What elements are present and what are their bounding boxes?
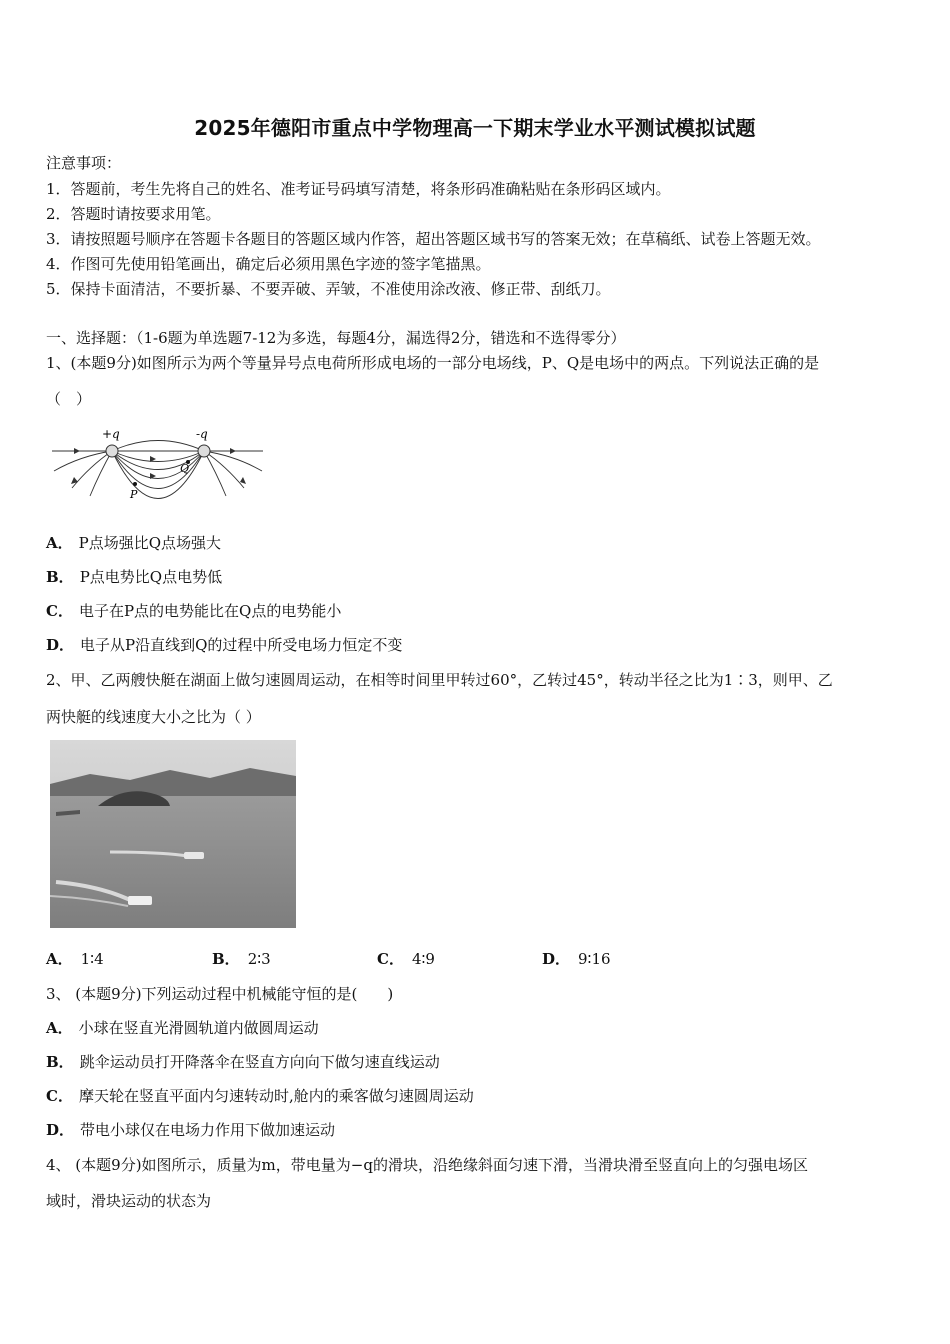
question-1-stem-bracket: （ ） [46,390,92,408]
option-b [46,566,222,587]
option-text: 9∶16 [578,950,611,968]
electric-field-figure [50,426,265,500]
option-b [212,948,271,969]
notice-item: 1．答题前，考生先将自己的姓名、准考证号码填写清楚，将条形码准确粘贴在条形码区域内。 [46,180,671,198]
option-letter: B． [212,950,240,968]
option-text: 带电小球仅在电场力作用下做加速运动 [80,1121,336,1139]
option-letter: D． [46,1121,75,1139]
question-1-stem: 1、(本题9分)如图所示为两个等量异号点电荷所形成电场的一部分电场线，P、Q是电场中的两点。下列说法正确的是 [46,354,820,372]
option-letter: A． [46,1019,73,1037]
option-text: 摩天轮在竖直平面内匀速转动时,舱内的乘客做匀速圆周运动 [78,1087,474,1105]
section-heading: 一、选择题：（1-6题为单选题7-12为多选，每题4分，漏选得2分，错选和不选得零分） [46,329,626,347]
option-text: P点电势比Q点电势低 [79,568,223,586]
question-2-stem-cont: 两快艇的线速度大小之比为（ ） [46,708,261,726]
question-2-stem: 2、甲、乙两艘快艇在湖面上做匀速圆周运动，在相等时间里甲转过60°，乙转过45°，转动半径之比为1∶3，则甲、乙 [46,671,833,689]
option-letter: C． [46,1087,73,1105]
option-letter: C． [377,950,404,968]
option-text: 电子在P点的电势能比在Q点的电势能小 [78,602,342,620]
option-c [46,1085,474,1106]
option-letter: B． [46,568,74,586]
option-d [46,1119,335,1140]
label-minus-q: -q [196,427,208,441]
lake-boats-photo [50,740,296,928]
option-d [46,634,402,655]
option-b [46,1051,440,1072]
question-3-stem: 3、 (本题9分)下列运动过程中机械能守恒的是( ) [46,985,394,1003]
option-text: 2∶3 [247,950,271,968]
notice-item: 2．答题时请按要求用笔。 [46,205,221,223]
option-letter: A． [46,534,73,552]
option-a [46,948,104,969]
question-4-stem-cont: 域时，滑块运动的状态为 [46,1192,212,1210]
point-p [133,482,137,486]
boats-image [50,740,296,928]
option-letter: A． [46,950,73,968]
option-text: 1∶4 [80,950,104,968]
label-p: P [130,488,138,500]
option-text: 4∶9 [411,950,435,968]
option-a [46,1017,319,1038]
label-plus-q: +q [102,427,120,441]
option-text: 小球在竖直光滑圆轨道内做圆周运动 [78,1019,319,1037]
option-letter: C． [46,602,73,620]
option-letter: B． [46,1053,74,1071]
field-lines-diagram [50,426,265,500]
negative-charge [198,445,210,457]
notice-item: 4．作图可先使用铅笔画出，确定后必须用黑色字迹的签字笔描黑。 [46,255,491,273]
option-text: 电子从P沿直线到Q的过程中所受电场力恒定不变 [80,636,403,654]
notice-item: 3．请按照题号顺序在答题卡各题目的答题区域内作答，超出答题区域书写的答案无效；在草稿纸、试卷上答题无效。 [46,230,821,248]
option-d [542,948,611,969]
notice-heading: 注意事项： [46,154,122,172]
option-c [46,600,341,621]
positive-charge [106,445,118,457]
option-letter: D． [542,950,571,968]
question-4-stem: 4、 (本题9分)如图所示，质量为m，带电量为−q的滑块，沿绝缘斜面匀速下滑，当滑块滑至竖直向上的匀强电场区 [46,1156,808,1174]
option-letter: D． [46,636,75,654]
option-text: 跳伞运动员打开降落伞在竖直方向向下做匀速直线运动 [79,1053,440,1071]
page-title: 2025年德阳市重点中学物理高一下期末学业水平测试模拟试题 [194,116,756,140]
notice-item: 5．保持卡面清洁，不要折暴、不要弄破、弄皱，不准使用涂改液、修正带、刮纸刀。 [46,280,611,298]
option-a [46,532,221,553]
option-c [377,948,435,969]
label-q: Q [180,462,190,475]
option-text: P点场强比Q点场强大 [78,534,222,552]
